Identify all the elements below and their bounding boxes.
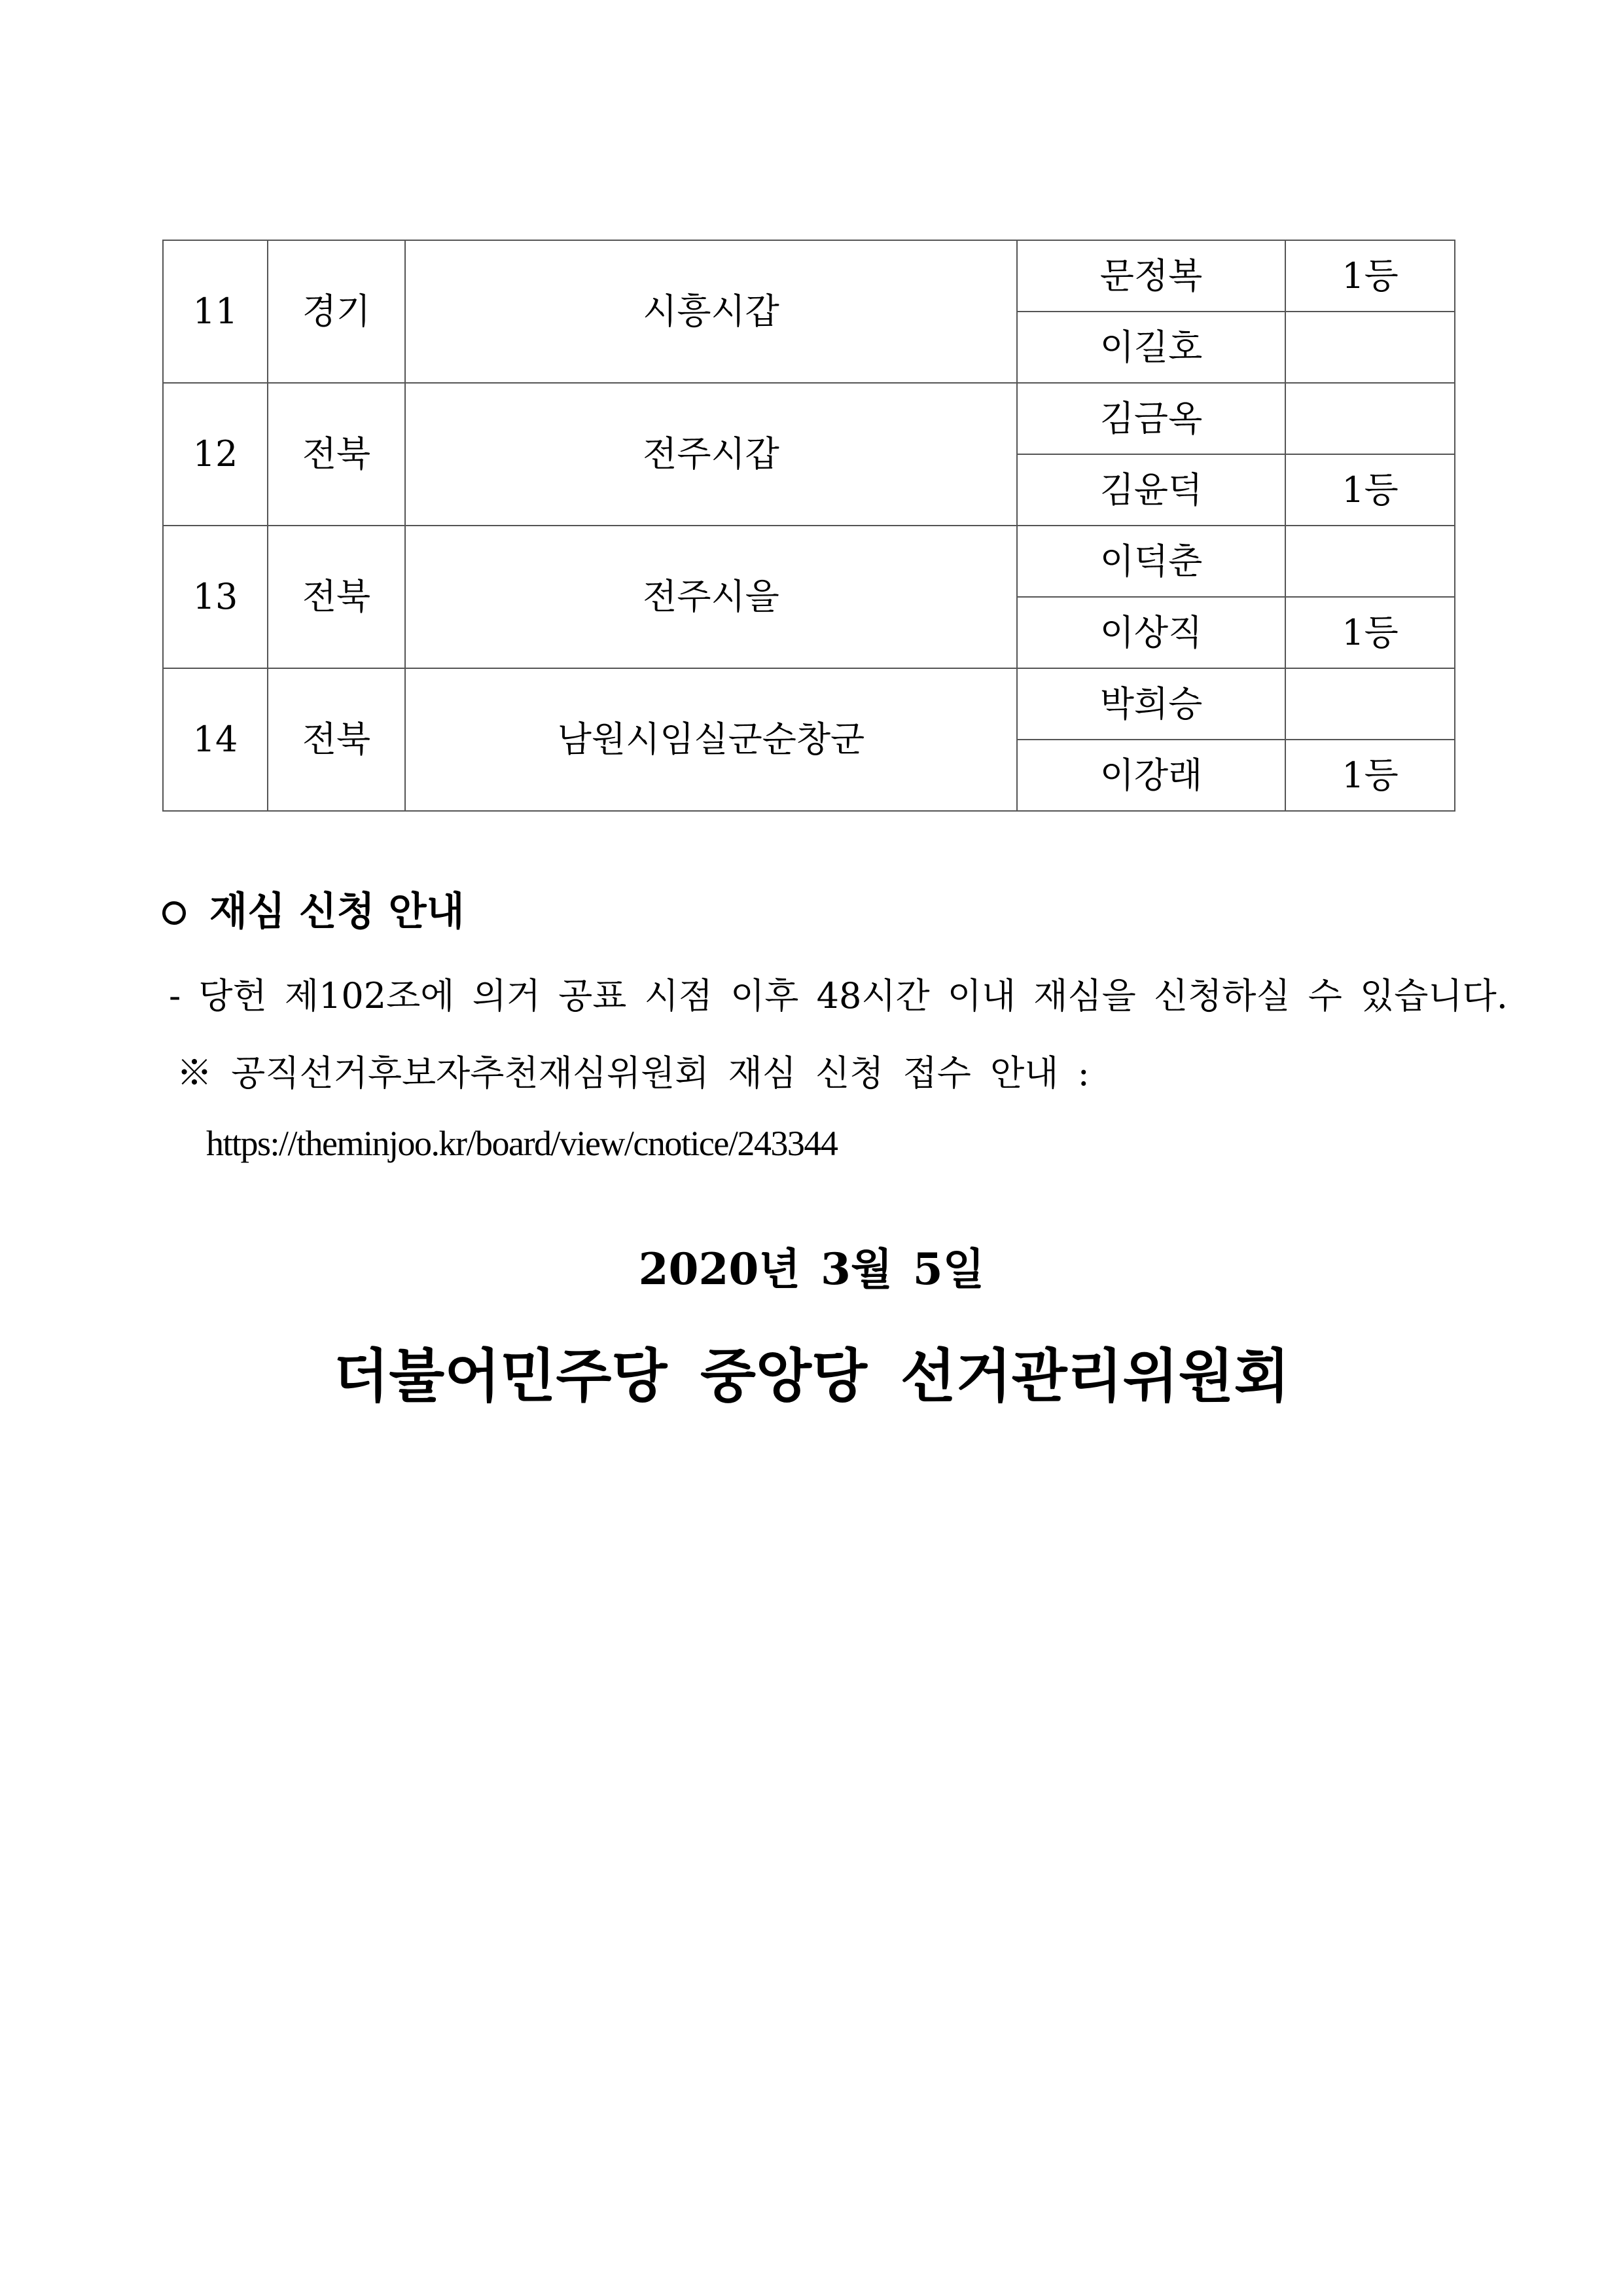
- candidate-name: 문정복: [1017, 240, 1285, 312]
- table-row: [163, 240, 1455, 312]
- candidate-name: 이상직: [1017, 597, 1285, 668]
- district-cell: 전주시갑: [405, 383, 1017, 526]
- results-table: [162, 240, 1455, 812]
- table-row: [163, 526, 1455, 597]
- candidate-name: 이강래: [1017, 740, 1285, 811]
- candidate-name: 박희승: [1017, 668, 1285, 740]
- candidate-name: 김금옥: [1017, 383, 1285, 454]
- candidate-rank: 1등: [1285, 597, 1455, 668]
- district-cell: 남원시임실군순창군: [405, 668, 1017, 811]
- candidate-rank: [1285, 312, 1455, 383]
- candidate-rank: [1285, 668, 1455, 740]
- district-cell: 전주시을: [405, 526, 1017, 668]
- row-number: 13: [163, 526, 268, 668]
- document-date: 2020년 3월 5일: [638, 1244, 985, 1295]
- table-row: [163, 668, 1455, 740]
- row-number: 11: [163, 240, 268, 383]
- notice-reference-text: ※ 공직선거후보자추천재심위원회 재심 신청 접수 안내 :: [177, 1052, 1090, 1094]
- table-row: [163, 383, 1455, 454]
- circle-bullet-icon: [162, 901, 186, 925]
- candidate-rank: 1등: [1285, 454, 1455, 526]
- candidate-rank: [1285, 526, 1455, 597]
- candidate-rank: 1등: [1285, 740, 1455, 811]
- notice-url-link[interactable]: https://theminjoo.kr/board/view/cnotice/243344: [206, 1124, 838, 1163]
- candidate-name: 이길호: [1017, 312, 1285, 383]
- issuing-organization: 더불어민주당 중앙당 선거관리위원회: [333, 1342, 1290, 1410]
- row-number: 12: [163, 383, 268, 526]
- candidate-name: 이덕춘: [1017, 526, 1285, 597]
- region-cell: 경기: [268, 240, 405, 383]
- notice-title: 재심 신청 안내: [209, 889, 465, 935]
- region-cell: 전북: [268, 668, 405, 811]
- candidate-name: 김윤덕: [1017, 454, 1285, 526]
- region-cell: 전북: [268, 526, 405, 668]
- district-cell: 시흥시갑: [405, 240, 1017, 383]
- notice-heading: [162, 889, 465, 935]
- candidate-rank: [1285, 383, 1455, 454]
- notice-rule-text: - 당헌 제102조에 의거 공표 시점 이후 48시간 이내 재심을 신청하실 수 있습니다.: [169, 975, 1508, 1016]
- region-cell: 전북: [268, 383, 405, 526]
- candidate-rank: 1등: [1285, 240, 1455, 312]
- row-number: 14: [163, 668, 268, 811]
